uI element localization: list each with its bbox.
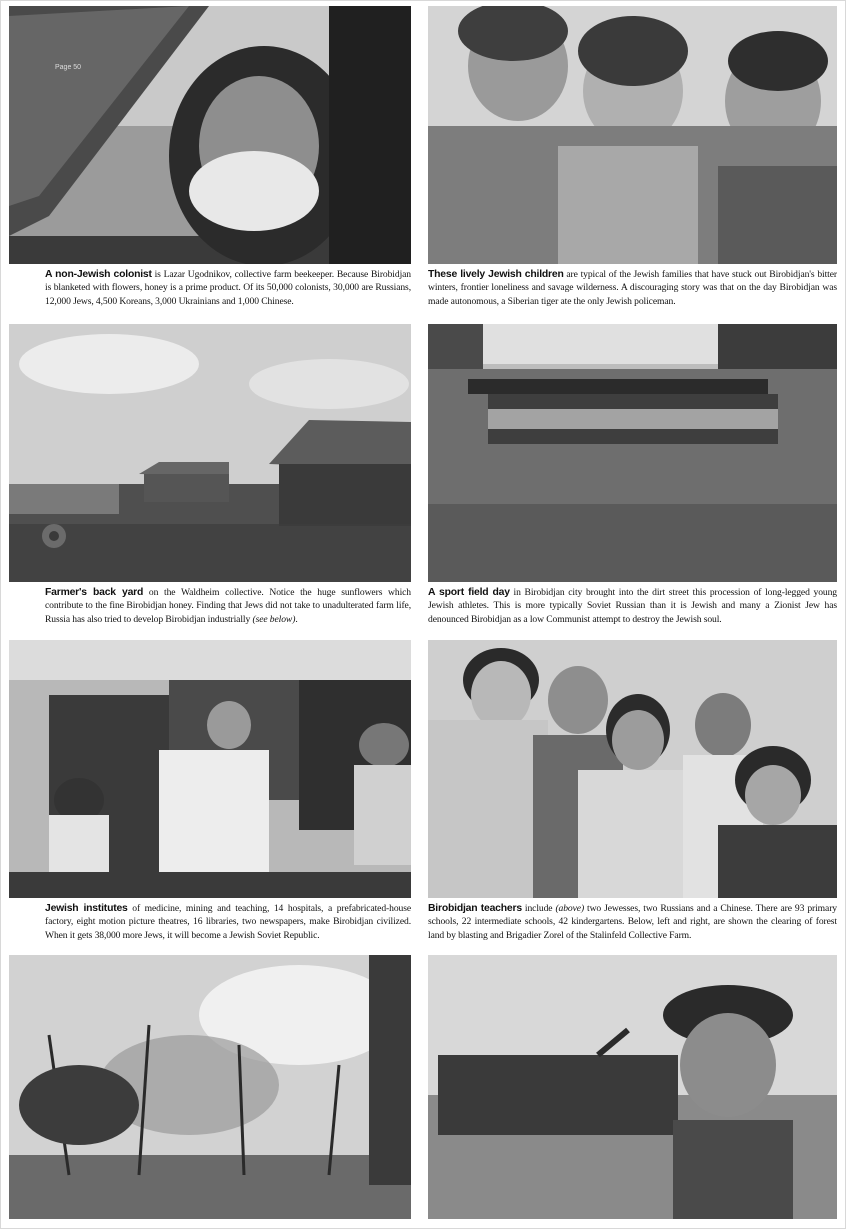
caption-lead: These lively Jewish children xyxy=(428,269,564,280)
children-photo xyxy=(428,6,837,264)
backyard-caption xyxy=(45,586,411,626)
page-number: Page 50 xyxy=(55,64,82,71)
caption-text: of medicine, mining and teaching, 14 hospitals, a prefabricated-house factory, eight motion picture theatres, 16 libraries, two newspapers, make Birobidjan civilized. When it gets 38,000 more Jews, it will become a Jewish Soviet Republic. xyxy=(45,903,412,941)
caption-note: (see below) xyxy=(252,613,296,625)
caption-lead: A sport field day xyxy=(428,587,510,598)
caption-lead: A non-Jewish colonist xyxy=(45,269,152,280)
backyard-photo xyxy=(9,324,411,582)
caption-note: (above) xyxy=(555,903,585,914)
caption-text: include xyxy=(521,903,556,914)
forest-clearing-photo xyxy=(9,955,411,1219)
sport-caption xyxy=(428,586,837,626)
caption-text: are typical of the Jewish families that have stuck out Birobidjan's bitter winters, frontier loneliness and savage wilderness. A discouraging story was that on the day Birobidjan was made autonomous, a Siberian tiger ate the only Jewish policeman. xyxy=(428,269,837,307)
brigadier-photo xyxy=(428,955,837,1219)
caption-end: . xyxy=(295,613,298,625)
colonist-caption xyxy=(45,268,411,308)
caption-text: in Birobidjan city brought into the dirt street this procession of long-legged young Jewish athletes. This is more typically Soviet Russian than it is Jewish and many a Zionist Jew has denounced Birobidjan as a low Communist attempt to destroy the Jewish soul. xyxy=(428,587,837,625)
beekeeper-photo xyxy=(9,6,411,264)
children-caption xyxy=(428,268,837,308)
caption-text: on the Waldheim collective. Notice the huge sunflowers which contribute to the fine Birobidjan honey. Finding that Jews did not take to unadulterated farm life, Russia has also tried to develop Birobidjan industrially xyxy=(45,587,411,625)
teachers-photo xyxy=(428,640,837,898)
institute-photo xyxy=(9,640,411,898)
caption-lead: Birobidjan teachers xyxy=(428,903,522,914)
caption-lead: Farmer's back yard xyxy=(45,587,144,598)
caption-text: is Lazar Ugodnikov, collective farm beekeeper. Because Birobidjan is blanketed with flowers, honey is a prime product. Of its 50,000 colonists, 30,000 are Russians, 12,000 Jews, 4,500 Koreans, 3,000 Ukrainians and 1,000 Chinese. xyxy=(45,269,411,307)
sport-field-photo xyxy=(428,324,837,582)
caption-lead: Jewish institutes xyxy=(45,903,128,914)
teachers-caption xyxy=(428,902,837,942)
caption-end: two Jewesses, two Russians and a Chinese. There are 93 primary schools, 22 intermediate schools, 42 kindergartens. Below, left and right, are shown the clearing of forest land by blasting and Brigadier Zorel of the Stalinfeld Collective Farm. xyxy=(428,903,837,941)
institutes-caption xyxy=(45,902,411,942)
